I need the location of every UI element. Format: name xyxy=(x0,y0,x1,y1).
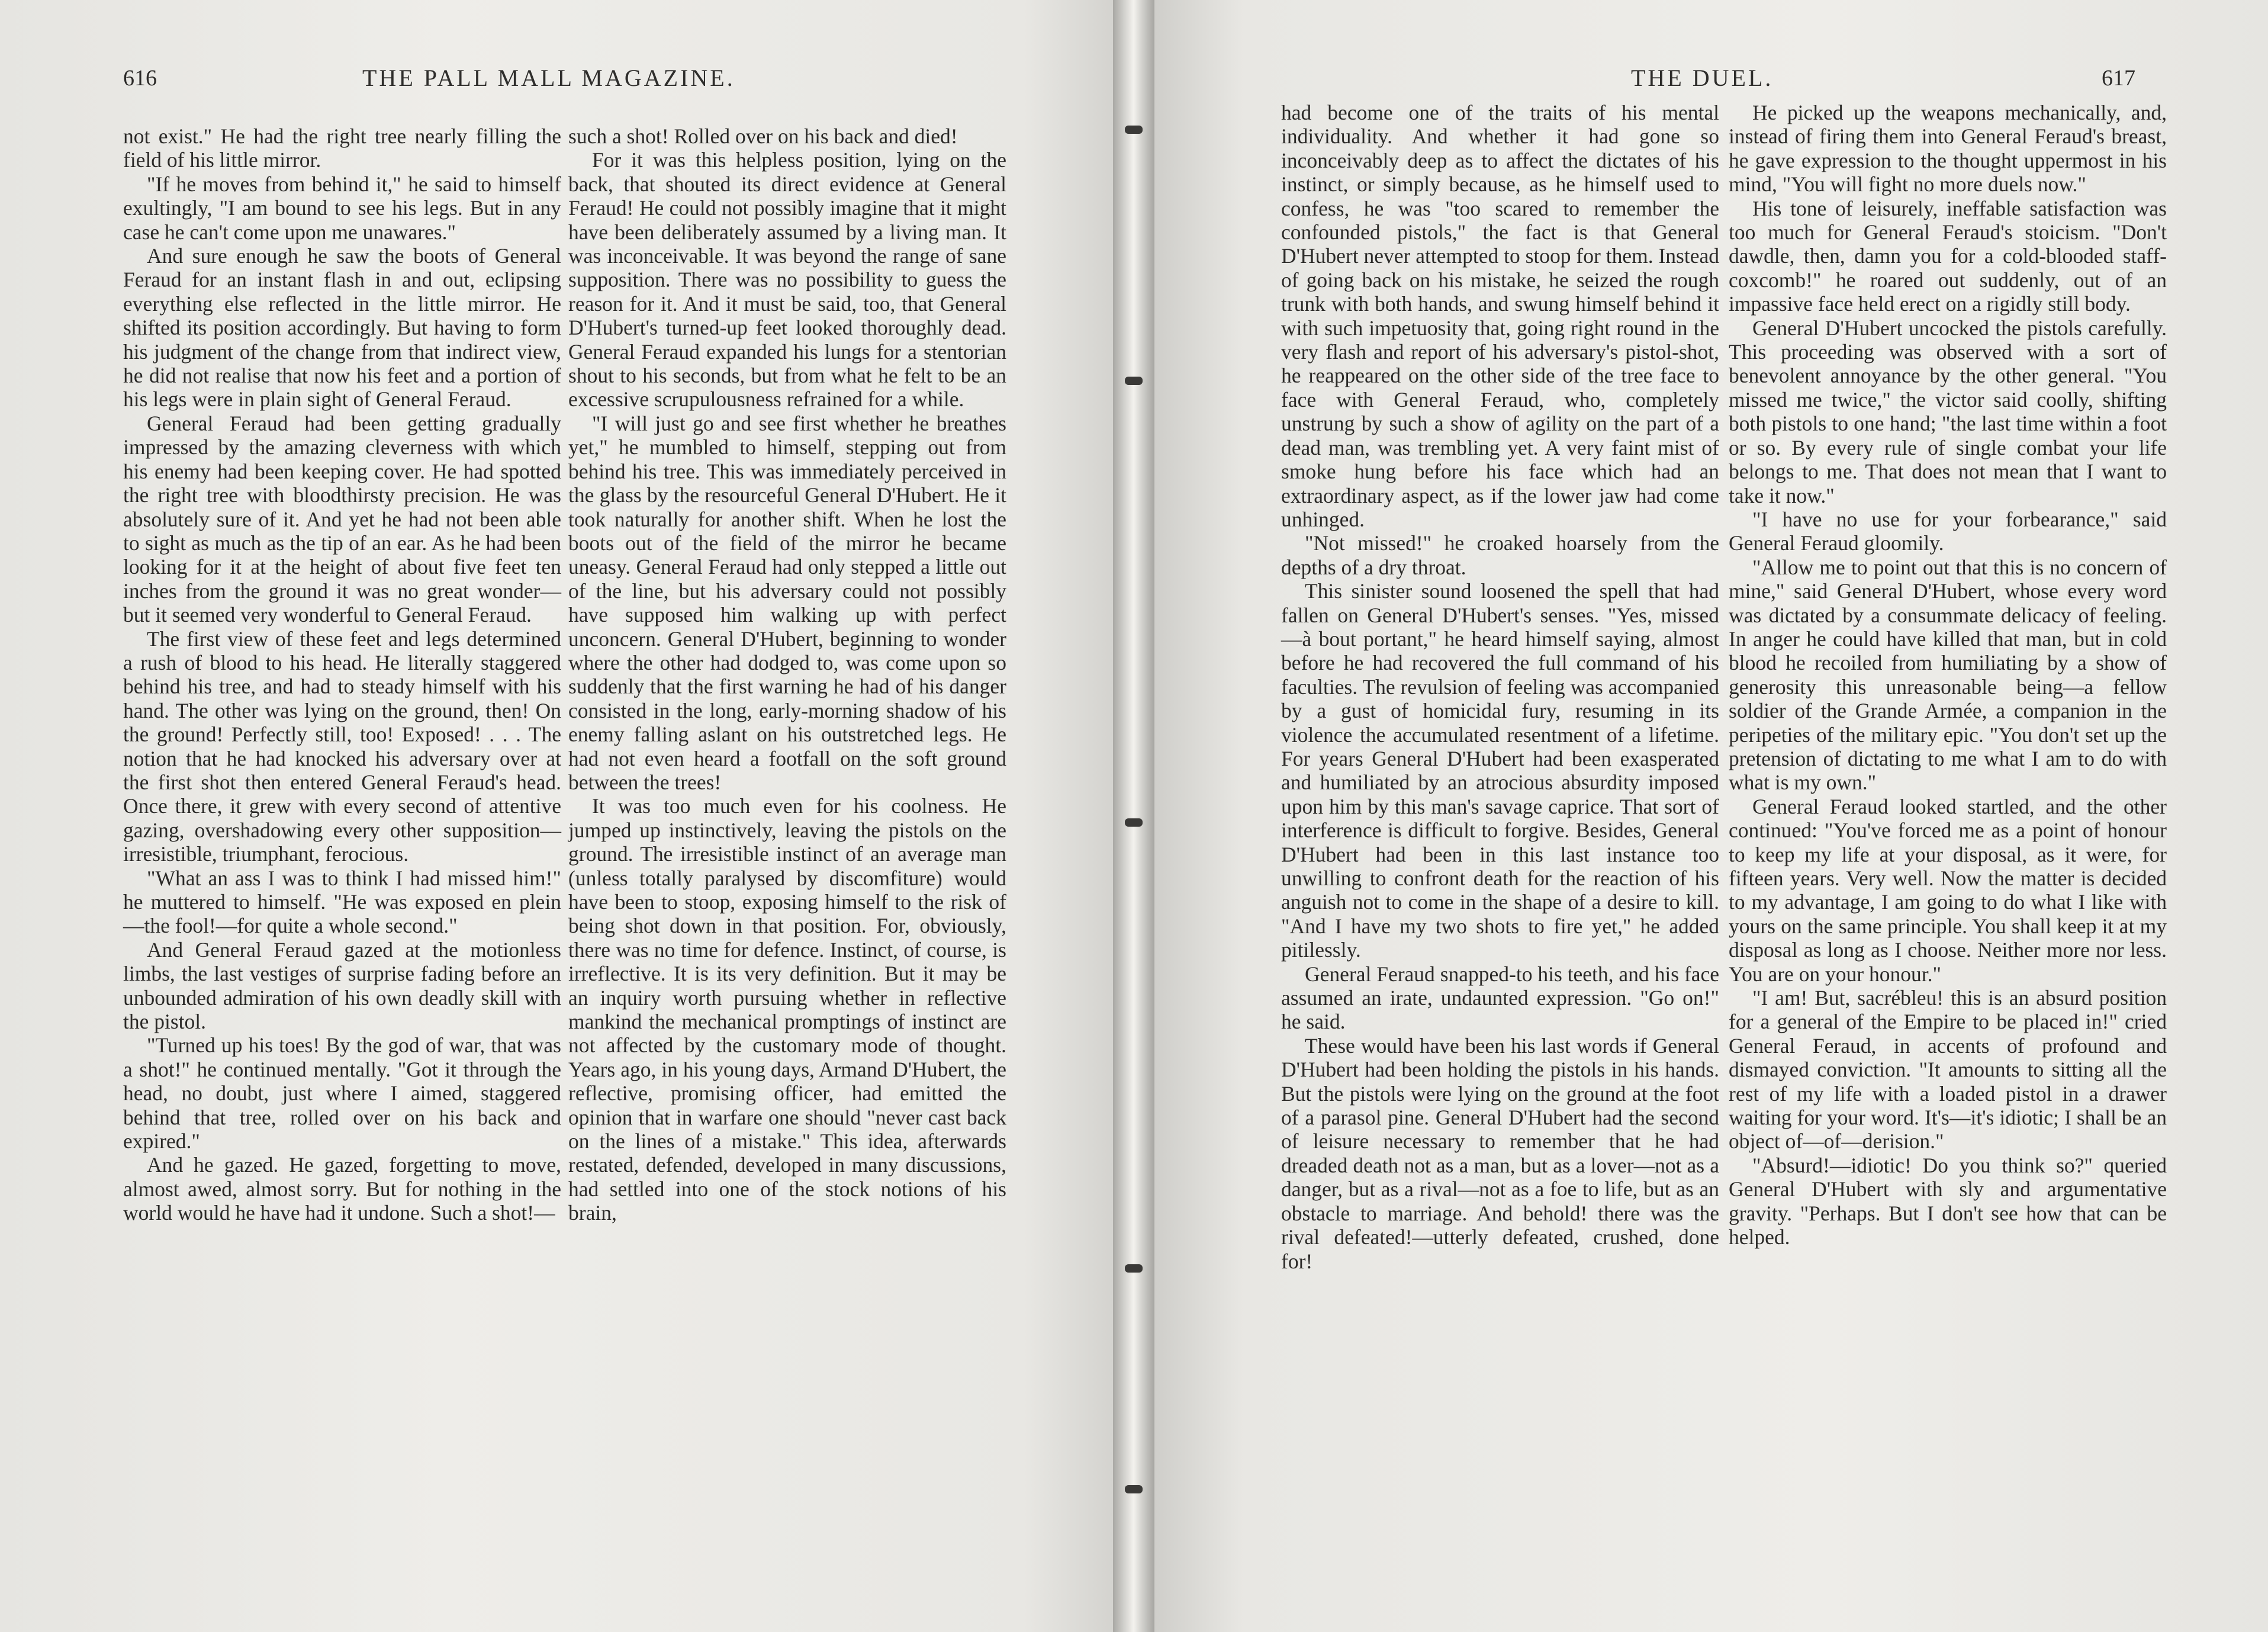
paragraph: not exist." He had the right tree nearly filling the field of his little mirror. xyxy=(123,124,561,172)
paragraph: His tone of leisurely, ineffable satisfaction was too much for General Feraud's stoicism. "Don't dawdle, then, damn you for a cold-blooded staff-coxcomb!" he roared out suddenly, out of an impassive face held erect on a rigidly still body. xyxy=(1729,196,2167,316)
paragraph: "Turned up his toes! By the god of war, that was a shot!" he continued mentally. "Got it through the head, no doubt, just where I aimed, staggered behind that tree, rolled over on his back and expired." xyxy=(123,1033,561,1154)
paragraph: General Feraud snapped-to his teeth, and his face assumed an irate, undaunted expression. "Go on!" he said. xyxy=(1281,962,1719,1034)
right-page-column-2 xyxy=(1729,101,2167,1249)
paragraph: "Allow me to point out that this is no concern of mine," said General D'Hubert, whose every word was dictated by a consummate delicacy of feeling. In anger he could have killed that man, but in cold blood he recoiled from humiliating by a show of generosity this unreasonable being—a fellow soldier of the Grande Armée, a companion in the peripeties of the military epic. "You don't set up the pretension of dictating to me what I am to do with what is my own." xyxy=(1729,555,2167,795)
binding-stitch xyxy=(1125,818,1143,827)
paragraph: He picked up the weapons mechanically, and, instead of firing them into General Feraud's breast, he gave expression to the thought uppermost in his mind, "You will fight no more duels now." xyxy=(1729,101,2167,197)
paragraph: The first view of these feet and legs determined a rush of blood to his head. He literally staggered behind his tree, and had to steady himself with his hand. The other was lying on the ground, then! On the ground! Perfectly still, too! Exposed! . . . The notion that he had knocked his adversary over at the first shot then entered General Feraud's head. Once there, it grew with every second of attentive gazing, overshadowing every other supposition—irresistible, triumphant, ferocious. xyxy=(123,627,561,866)
left-page xyxy=(0,0,1113,1632)
paragraph: General Feraud had been getting gradually impressed by the amazing cleverness with which his enemy had been keeping cover. He had spotted the right tree with bloodthirsty precision. He was absolutely sure of it. And yet he had not been able to sight as much as the tip of an ear. As he had been looking for it at the height of about five feet ten inches from the ground it was no great wonder—but it seemed very wonderful to General Feraud. xyxy=(123,411,561,627)
paragraph: General D'Hubert uncocked the pistols carefully. This proceeding was observed with a sort of benevolent annoyance by the other general. "You missed me twice," the victor said coolly, shifting both pistols to one hand; "the last time within a foot or so. By every rule of single combat your life belongs to me. That does not mean that I want to take it now." xyxy=(1729,316,2167,507)
paragraph: had become one of the traits of his mental individuality. And whether it had gone so inconceivably deep as to affect the dictates of his instinct, or simply because, as he himself used to confess, he was "too scared to remember the confounded pistols," the fact is that General D'Hubert never attempted to stoop for them. Instead of going back on his mistake, he seized the rough trunk with both hands, and swung himself behind it with such impetuosity that, going right round in the very flash and report of his adversary's pistol-shot, he reappeared on the other side of the tree face to face with General Feraud, who, completely unstrung by such a show of agility on the part of a dead man, was trembling yet. A very faint mist of smoke hung before his face which had an extraordinary aspect, as if the lower jaw had come unhinged. xyxy=(1281,101,1719,531)
left-page-column-2 xyxy=(568,124,1006,1225)
left-page-column-1 xyxy=(123,124,561,1225)
paragraph: It was too much even for his coolness. He jumped up instinctively, leaving the pistols on the ground. The irresistible instinct of an average man (unless totally paralysed by discomfiture) would have been to stoop, exposing himself to the risk of being shot down in that position. For, obviously, there was no time for defence. Instinct, of course, is irreflective. It is its very definition. But it may be an inquiry worth pursuing whether in reflective mankind the mechanical promptings of instinct are not affected by the customary mode of thought. Years ago, in his young days, Armand D'Hubert, the reflective, promising officer, had emitted the opinion that in warfare one should "never cast back on the lines of a mistake." This idea, afterwards restated, defended, developed in many discussions, had settled into one of the stock notions of his brain, xyxy=(568,794,1006,1225)
paragraph: And General Feraud gazed at the motionless limbs, the last vestiges of surprise fading before an unbounded admiration of his own deadly skill with the pistol. xyxy=(123,937,561,1034)
paragraph: General Feraud looked startled, and the other continued: "You've forced me as a point of honour to keep my life at your disposal, as it were, for fifteen years. Very well. Now the matter is decided to my advantage, I am going to do what I like with yours on the same principle. You shall keep it at my disposal as long as I choose. Neither more nor less. You are on your honour." xyxy=(1729,794,2167,986)
paragraph: This sinister sound loosened the spell that had fallen on General D'Hubert's senses. "Yes, missed—à bout portant," he heard himself saying, almost before he had recovered the full command of his faculties. The revulsion of feeling was accompanied by a gust of homicidal fury, resuming in its violence the accumulated resentment of a lifetime. For years General D'Hubert had been exasperated and humiliated by an atrocious absurdity imposed upon him by this man's savage caprice. That sort of interference is difficult to forgive. Besides, General D'Hubert had been in this last instance too unwilling to confront death for the reaction of his anguish not to come in the shape of a desire to kill. "And I have my two shots to fire yet," he added pitilessly. xyxy=(1281,579,1719,962)
paragraph: "Not missed!" he croaked hoarsely from the depths of a dry throat. xyxy=(1281,531,1719,579)
binding-stitch xyxy=(1125,377,1143,385)
paragraph: These would have been his last words if General D'Hubert had been holding the pistols in his hands. But the pistols were lying on the ground at the foot of a parasol pine. General D'Hubert had the second of leisure necessary to remember that he had dreaded death not as a man, but as a lover—not as a danger, but as a rival—not as a foe to life, but as an obstacle to marriage. And behold! there was the rival defeated!—utterly defeated, crushed, done for! xyxy=(1281,1033,1719,1273)
binding-stitch xyxy=(1125,1264,1143,1273)
running-head-left: THE PALL MALL MAGAZINE. xyxy=(362,65,735,91)
paragraph: "I will just go and see first whether he breathes yet," he mumbled to himself, stepping out from behind his tree. This was immediately perceived in the glass by the resourceful General D'Hubert. He it took naturally for another shift. When he lost the boots out of the field of the mirror he became uneasy. General Feraud had only stepped a little out of the line, but his adversary could not possibly have supposed him walking up with perfect unconcern. General D'Hubert, beginning to wonder where the other had dodged to, was come upon so suddenly that the first warning he had of his danger consisted in the long, early-morning shadow of his enemy falling aslant on his outstretched legs. He had not even heard a footfall on the soft ground between the trees! xyxy=(568,411,1006,794)
page-number-right: 617 xyxy=(2102,66,2135,91)
binding-stitch xyxy=(1125,126,1143,134)
paragraph: "If he moves from behind it," he said to himself exultingly, "I am bound to see his legs. But in any case he can't come upon me unawares." xyxy=(123,172,561,244)
paragraph: "I have no use for your forbearance," said General Feraud gloomily. xyxy=(1729,507,2167,555)
page-number-left: 616 xyxy=(123,66,157,91)
paragraph: "What an ass I was to think I had missed him!" he muttered to himself. "He was exposed en plein—the fool!—for quite a whole second." xyxy=(123,866,561,938)
running-head-right: THE DUEL. xyxy=(1631,65,1774,91)
paragraph: And he gazed. He gazed, forgetting to move, almost awed, almost sorry. But for nothing in the world would he have had it undone. Such a shot!— xyxy=(123,1153,561,1225)
book-gutter xyxy=(1113,0,1154,1632)
paragraph: For it was this helpless position, lying on the back, that shouted its direct evidence at General Feraud! He could not possibly imagine that it might have been deliberately assumed by a living man. It was inconceivable. It was beyond the range of sane supposition. There was no possibility to guess the reason for it. And it must be said, too, that General D'Hubert's turned-up feet looked thoroughly dead. General Feraud expanded his lungs for a stentorian shout to his seconds, but from what he felt to be an excessive scrupulousness refrained for a while. xyxy=(568,148,1006,412)
right-page-column-1 xyxy=(1281,101,1719,1273)
right-page xyxy=(1154,0,2268,1632)
paragraph: such a shot! Rolled over on his back and died! xyxy=(568,124,958,148)
paragraph: And sure enough he saw the boots of General Feraud for an instant flash in and out, eclipsing everything else reflected in the little mirror. He shifted its position accordingly. But having to form his judgment of the change from that indirect view, he did not realise that now his feet and a portion of his legs were in plain sight of General Feraud. xyxy=(123,244,561,412)
binding-stitch xyxy=(1125,1485,1143,1493)
paragraph: "Absurd!—idiotic! Do you think so?" queried General D'Hubert with sly and argumentative gravity. "Perhaps. But I don't see how that can be helped. xyxy=(1729,1153,2167,1249)
paragraph: "I am! But, sacrébleu! this is an absurd position for a general of the Empire to be placed in!" cried General Feraud, in accents of profound and dismayed conviction. "It amounts to sitting all the rest of my life with a loaded pistol in a drawer waiting for your word. It's—it's idiotic; I shall be an object of—of—derision." xyxy=(1729,986,2167,1154)
